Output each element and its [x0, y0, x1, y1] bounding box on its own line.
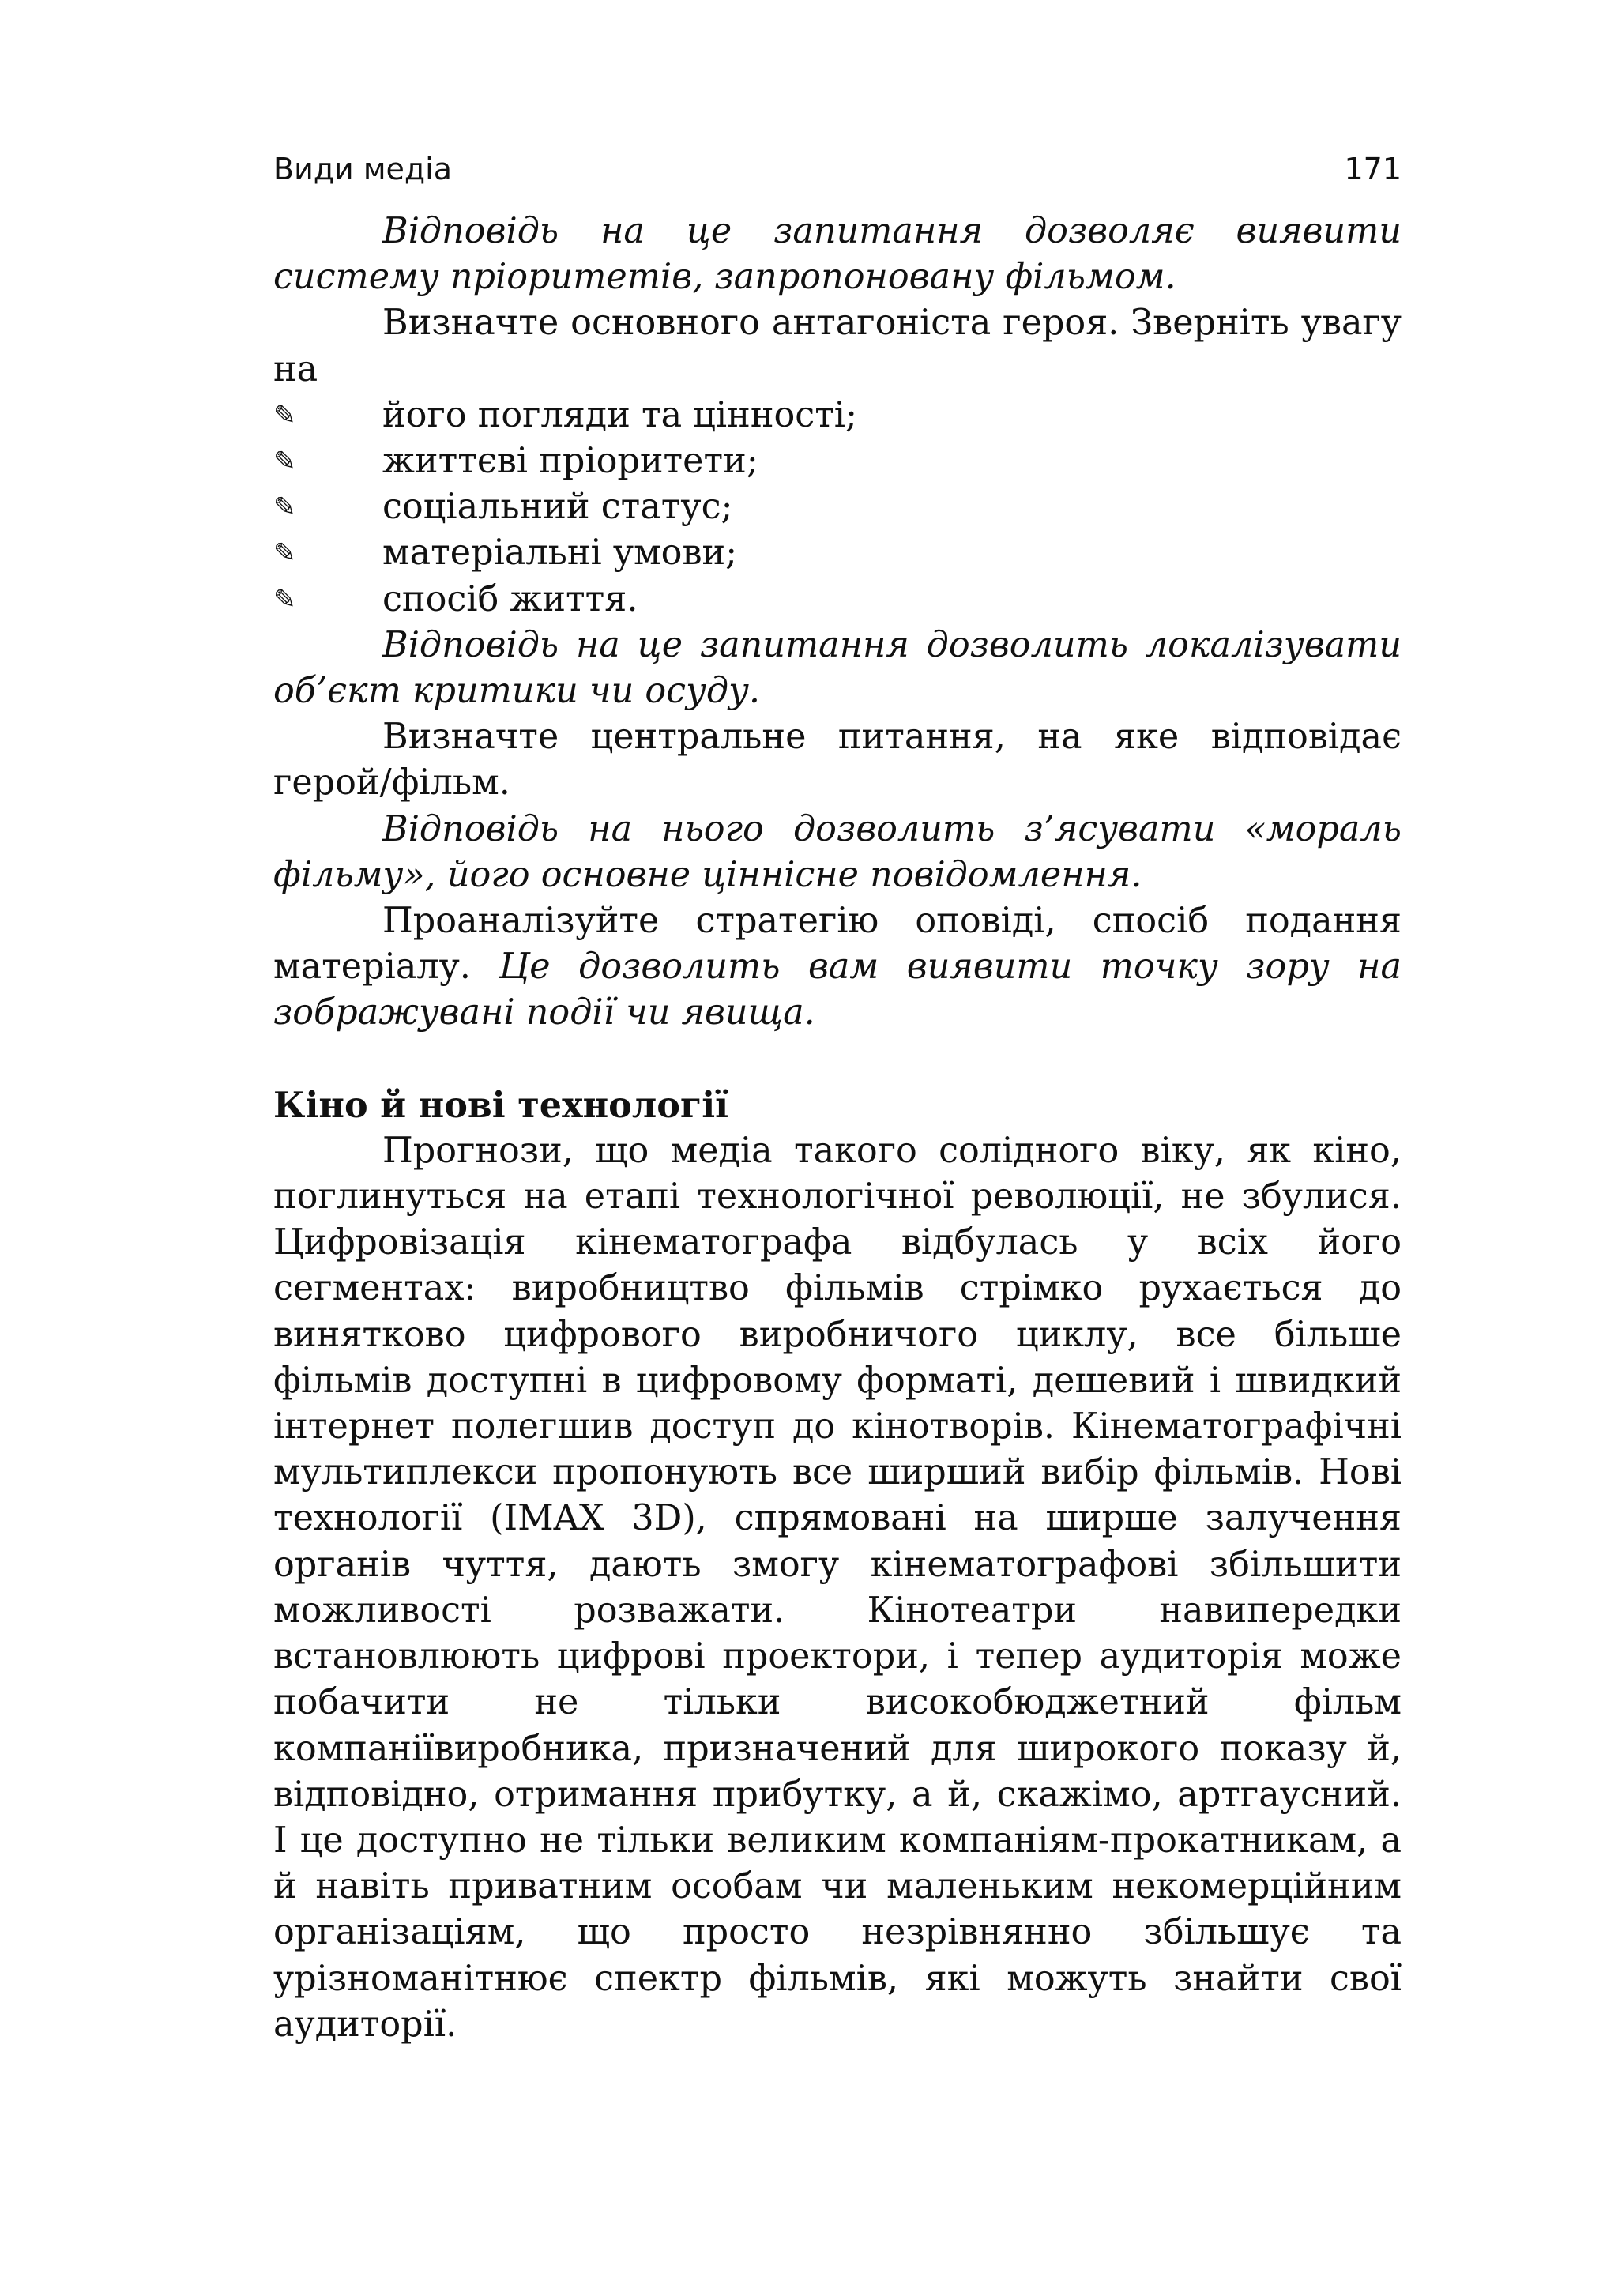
pencil-icon: ✎ — [273, 399, 296, 431]
pencil-icon: ✎ — [273, 446, 296, 478]
pencil-icon: ✎ — [273, 583, 296, 615]
running-title: Види медіа — [273, 152, 452, 186]
paragraph-answer-criticism: Відповідь на це запитання дозволить локалізувати об’єкт критики чи осуду. — [273, 624, 1402, 712]
section-heading: Кіно й нові технології — [273, 1084, 729, 1126]
list-item-text: спосіб життя. — [382, 578, 638, 619]
antagonist-aspects-list — [273, 393, 1402, 623]
paragraph-answer-priorities: Відповідь на це запитання дозволяє виявити систему пріоритетів, запропоновану фільмом. — [273, 211, 1402, 298]
paragraph-answer-moral: Відповідь на нього дозволить з’ясувати «мораль фільму», його основне ціннісне повідомлення. — [273, 808, 1402, 895]
list-item — [273, 577, 1402, 623]
list-item — [273, 530, 1402, 576]
page-number: 171 — [1344, 152, 1402, 186]
pencil-icon: ✎ — [273, 491, 296, 524]
list-item-text: життєві пріоритети; — [382, 441, 758, 482]
running-header — [273, 147, 1402, 191]
pencil-icon: ✎ — [273, 537, 296, 570]
list-item — [273, 484, 1402, 530]
paragraph-cinema-technologies: Прогнози, що медіа такого солідного віку, як кіно, поглинуться на етапі технологічної революції, не збулися. Цифровізація кінематографа відбулась у всіх його сегментах: виробництво фільмів стрімко рухається до винятково цифрового виробничого циклу, все більше фільмів доступні в цифровому форматі, дешевий і швидкий інтернет полегшив доступ до кінотворів. Кінематографічні мультиплекси пропонують все ширший вибір фільмів. Нові технології (IMAX 3D), спрямовані на ширше залучення органів чуття, дають змогу кінематографові збільшити можливості розважати. Кінотеатри навипередки встановлюють цифрові проектори, і тепер аудиторія може побачити не тільки високобюджетний фільм компаніївиробника, призначений для широкого показу й, відповідно, отримання прибутку, а й, скажімо, артгаусний. І це доступно не тільки великим компаніям-прокатникам, а й навіть приватним особам чи маленьким некомерційним організаціям, що просто незрівнянно збільшує та урізноманітнює спектр фільмів, які можуть знайти свої аудиторії. — [273, 1130, 1402, 2045]
paragraph-narrative-strategy — [273, 898, 1402, 1037]
paragraph-antagonist: Визначте основного антагоніста героя. Зверніть увагу на — [273, 303, 1402, 390]
list-item-text: матеріальні умови; — [382, 533, 738, 574]
list-item-text: соціальний статус; — [382, 487, 733, 528]
narrative-strategy-note: Це дозволить вам виявити точку зору на зображувані події чи явища. — [273, 947, 1402, 1033]
narrative-strategy-text: Проаналізуйте стратегію оповіді, спосіб подання матеріалу. — [273, 901, 1402, 988]
list-item-text: його погляди та цінності; — [382, 394, 858, 435]
list-item — [273, 393, 1402, 438]
list-item — [273, 438, 1402, 484]
page-body — [273, 209, 1402, 2048]
paragraph-central-question: Визначте центральне питання, на яке відповідає герой/фільм. — [273, 717, 1402, 804]
